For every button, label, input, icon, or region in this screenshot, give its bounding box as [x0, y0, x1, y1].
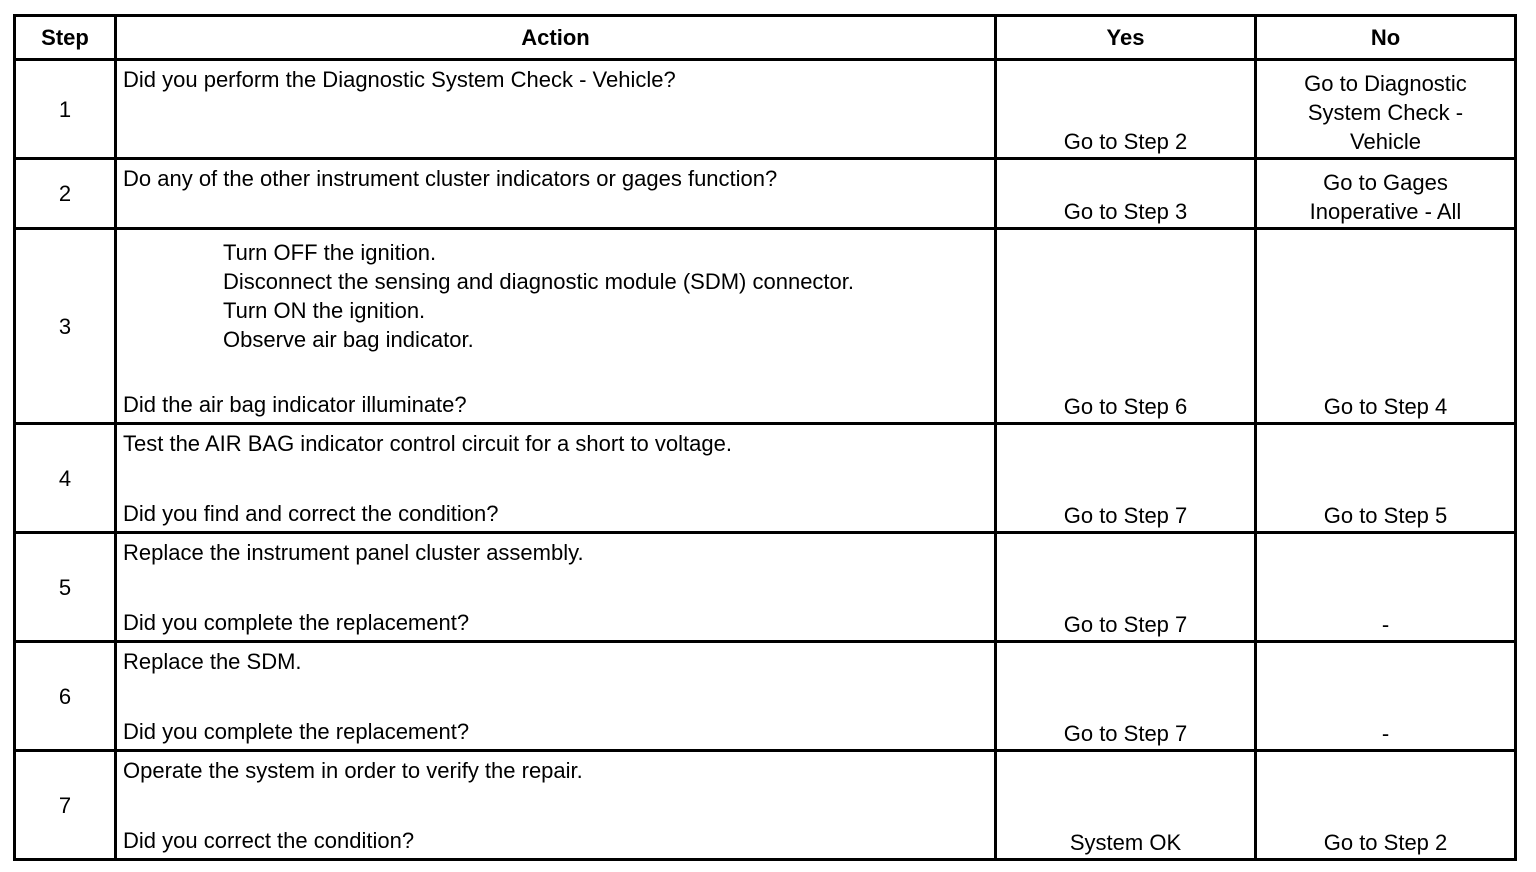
step-number: 1 — [15, 60, 116, 159]
no-result: - — [1381, 721, 1390, 746]
action-question: Did you complete the replacement? — [123, 610, 470, 635]
no-cell — [1256, 642, 1516, 751]
step-number: 4 — [15, 424, 116, 533]
yes-cell — [996, 60, 1256, 159]
yes-result: Go to Step 6 — [1063, 394, 1188, 419]
substep-list — [123, 234, 988, 354]
table-row — [15, 424, 1516, 533]
action-text: Do any of the other instrument cluster indicators or gages function? — [123, 166, 778, 191]
header-step: Step — [15, 16, 116, 60]
action-cell — [116, 533, 996, 642]
step-number: 6 — [15, 642, 116, 751]
yes-cell — [996, 642, 1256, 751]
step-number: 5 — [15, 533, 116, 642]
action-cell — [116, 60, 996, 159]
no-result: Go to Gages Inoperative - All — [1309, 170, 1462, 224]
no-cell — [1256, 159, 1516, 229]
header-yes: Yes — [996, 16, 1256, 60]
step-number: 7 — [15, 751, 116, 860]
action-question: Did the air bag indicator illuminate? — [123, 392, 467, 417]
no-result: Go to Step 5 — [1323, 503, 1448, 528]
no-result: Go to Step 2 — [1323, 830, 1448, 855]
yes-cell — [996, 751, 1256, 860]
substep-item: Turn ON the ignition. — [223, 298, 426, 323]
yes-result: Go to Step 2 — [1063, 129, 1188, 154]
no-cell — [1256, 229, 1516, 424]
no-result: Go to Step 4 — [1323, 394, 1448, 419]
no-cell — [1256, 533, 1516, 642]
yes-cell — [996, 229, 1256, 424]
action-cell — [116, 424, 996, 533]
action-cell — [116, 642, 996, 751]
yes-result: System OK — [1069, 830, 1182, 855]
substep-item: Disconnect the sensing and diagnostic module (SDM) connector. — [223, 269, 855, 294]
table-row — [15, 229, 1516, 424]
action-text: Replace the instrument panel cluster assembly. — [123, 540, 584, 565]
action-cell — [116, 159, 996, 229]
table-row — [15, 533, 1516, 642]
no-result: - — [1381, 612, 1390, 637]
action-text: Test the AIR BAG indicator control circuit for a short to voltage. — [123, 431, 732, 456]
substep-item: Turn OFF the ignition. — [223, 240, 437, 265]
yes-cell — [996, 159, 1256, 229]
header-no: No — [1256, 16, 1516, 60]
header-action: Action — [116, 16, 996, 60]
step-number: 3 — [15, 229, 116, 424]
action-cell — [116, 751, 996, 860]
no-cell — [1256, 60, 1516, 159]
no-cell — [1256, 424, 1516, 533]
action-question: Did you find and correct the condition? — [123, 501, 499, 526]
step-number: 2 — [15, 159, 116, 229]
yes-result: Go to Step 7 — [1063, 721, 1188, 746]
action-cell — [116, 229, 996, 424]
table-row — [15, 159, 1516, 229]
no-cell — [1256, 751, 1516, 860]
yes-result: Go to Step 7 — [1063, 612, 1188, 637]
table-row — [15, 642, 1516, 751]
action-text: Replace the SDM. — [123, 649, 302, 674]
yes-result: Go to Step 3 — [1063, 199, 1188, 224]
diagnostic-table — [13, 14, 1517, 861]
yes-cell — [996, 533, 1256, 642]
action-text: Did you perform the Diagnostic System Check - Vehicle? — [123, 67, 676, 92]
header-row — [15, 16, 1516, 60]
action-question: Did you complete the replacement? — [123, 719, 470, 744]
table-row — [15, 751, 1516, 860]
table-row — [15, 60, 1516, 159]
no-result: Go to Diagnostic System Check - Vehicle — [1304, 71, 1467, 154]
action-question: Did you correct the condition? — [123, 828, 415, 853]
substep-item: Observe air bag indicator. — [223, 327, 474, 352]
yes-cell — [996, 424, 1256, 533]
action-text: Operate the system in order to verify the repair. — [123, 758, 583, 783]
yes-result: Go to Step 7 — [1063, 503, 1188, 528]
